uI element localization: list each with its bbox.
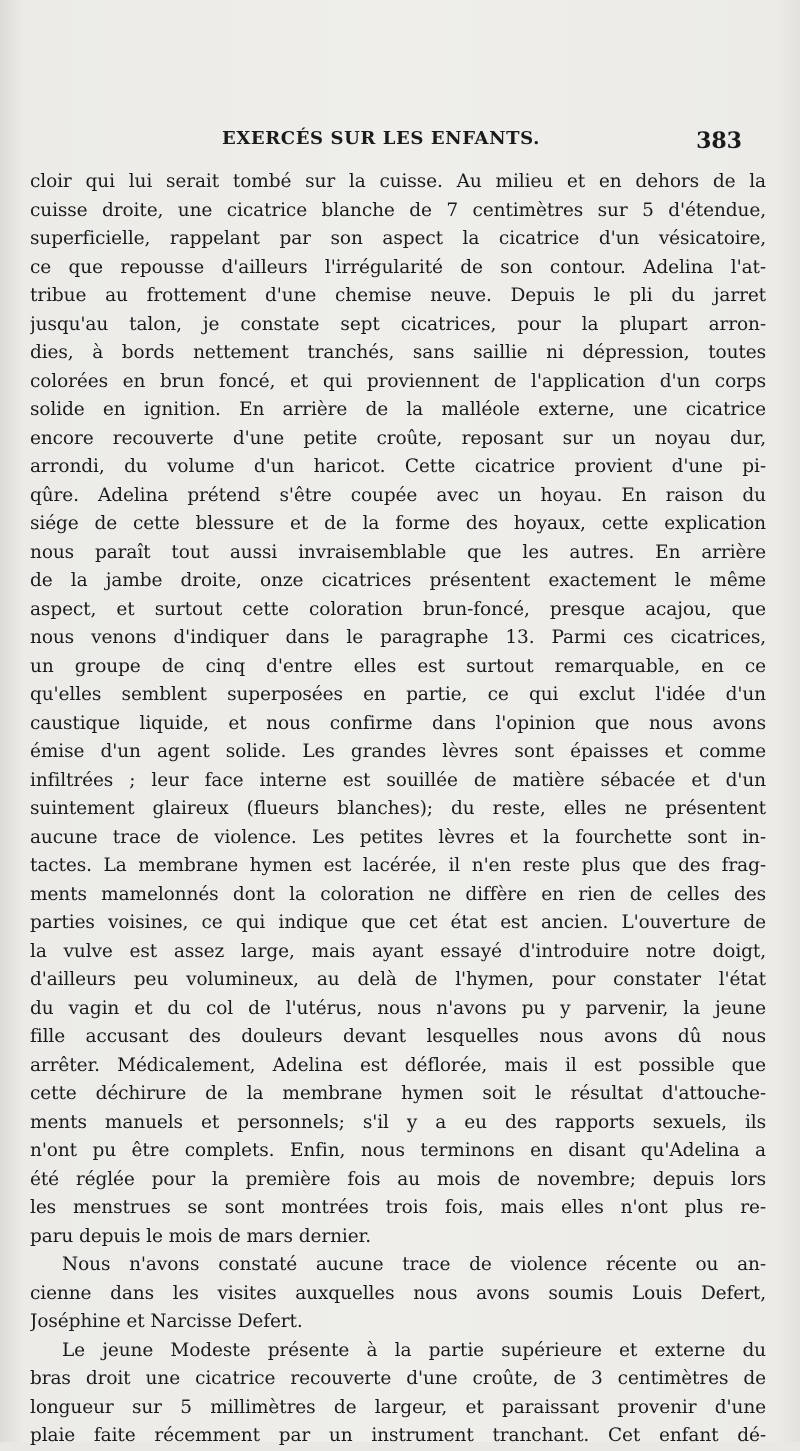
text-line: les menstrues se sont montrées trois fois, mais elles n'ont plus re- [30,1197,766,1218]
text-line: un groupe de cinq d'entre elles est surtout remarquable, en ce [30,655,766,677]
text-line: aspect, et surtout cette coloration brun-foncé, presque acajou, que [30,598,766,620]
text-line: cienne dans les visites auxquelles nous avons soumis Louis Defert, [30,1282,766,1304]
text-line: caustique liquide, et nous confirme dans l'opinion que nous avons [30,712,766,734]
text-line: colorées en brun foncé, et qui proviennent de l'application d'un corps [30,370,766,392]
text-line: n'ont pu être complets. Enfin, nous terminons en disant qu'Adelina a [30,1140,766,1161]
text-line: solide en ignition. En arrière de la malléole externe, une cicatrice [30,399,766,420]
text-line: tribue au frottement d'une chemise neuve. Depuis le pli du jarret [30,285,766,306]
text-line: du vagin et du col de l'utérus, nous n'avons pu y parvenir, la jeune [30,997,766,1019]
text-line: dies, à bords nettement tranchés, sans saillie ni dépression, toutes [30,342,766,363]
text-line: jusqu'au talon, je constate sept cicatrices, pour la plupart arron- [30,313,766,335]
page-number: 383 [696,128,742,154]
text-line: infiltrées ; leur face interne est souillée de matière sébacée et d'un [30,769,766,791]
text-line: aucune trace de violence. Les petites lèvres et la fourchette sont in- [30,826,766,848]
text-line: parties voisines, ce qui indique que cet état est ancien. L'ouverture de [30,912,766,933]
page-header [222,128,742,160]
text-line: la vulve est assez large, mais ayant essayé d'introduire notre doigt, [30,940,766,962]
text-line: encore recouverte d'une petite croûte, reposant sur un noyau dur, [30,427,766,449]
running-head: EXERCÉS SUR LES ENFANTS. [222,128,540,149]
text-line: bras droit une cicatrice recouverte d'une croûte, de 3 centimètres de [30,1368,766,1389]
text-line: ce que repousse d'ailleurs l'irrégularité de son contour. Adelina l'at- [30,256,766,278]
text-line: été réglée pour la première fois au mois de novembre; depuis lors [30,1168,766,1190]
paragraph-start-line: Nous n'avons constaté aucune trace de violence récente ou an- [62,1254,766,1275]
text-line: émise d'un agent solide. Les grandes lèvres sont épaisses et comme [30,741,766,762]
text-line: cloir qui lui serait tombé sur la cuisse. Au milieu et en dehors de la [30,171,766,192]
text-line: suintement glaireux (flueurs blanches); du reste, elles ne présentent [30,798,766,819]
text-line: arrondi, du volume d'un haricot. Cette cicatrice provient d'une pi- [30,456,766,477]
text-line: Joséphine et Narcisse Defert. [30,1311,303,1332]
text-line: superficielle, rappelant par son aspect la cicatrice d'un vésicatoire, [30,228,766,249]
text-line: fille accusant des douleurs devant lesquelles nous avons dû nous [30,1026,766,1047]
text-line: qu'elles semblent superposées en partie, ce qui exclut l'idée d'un [30,684,766,705]
text-line: de la jambe droite, onze cicatrices présentent exactement le même [30,570,766,591]
text-line: ments manuels et personnels; s'il y a eu des rapports sexuels, ils [30,1111,766,1133]
text-line: siége de cette blessure et de la forme des hoyaux, cette explication [30,513,766,534]
text-line: ments mamelonnés dont la coloration ne diffère en rien de celles des [30,883,766,905]
paragraph-start-line: Le jeune Modeste présente à la partie supérieure et externe du [62,1339,766,1361]
text-line: d'ailleurs peu volumineux, au delà de l'hymen, pour constater l'état [30,969,766,990]
text-line: paru depuis le mois de mars dernier. [30,1225,372,1247]
text-line: arrêter. Médicalement, Adelina est déflorée, mais il est possible que [30,1054,766,1076]
text-line: longueur sur 5 millimètres de largeur, et paraissant provenir d'une [30,1396,766,1418]
body-text [30,168,766,1451]
text-line: nous paraît tout aussi invraisemblable que les autres. En arrière [30,541,766,563]
text-line: cuisse droite, une cicatrice blanche de 7 centimètres sur 5 d'étendue, [30,199,766,221]
text-line: nous venons d'indiquer dans le paragraphe 13. Parmi ces cicatrices, [30,627,766,648]
text-line: tactes. La membrane hymen est lacérée, il n'en reste plus que des frag- [30,855,766,876]
text-line: cette déchirure de la membrane hymen soit le résultat d'attouche- [30,1083,766,1104]
text-line: plaie faite récemment par un instrument tranchant. Cet enfant dé- [30,1425,766,1446]
text-line: qûre. Adelina prétend s'être coupée avec un hoyau. En raison du [30,484,766,506]
